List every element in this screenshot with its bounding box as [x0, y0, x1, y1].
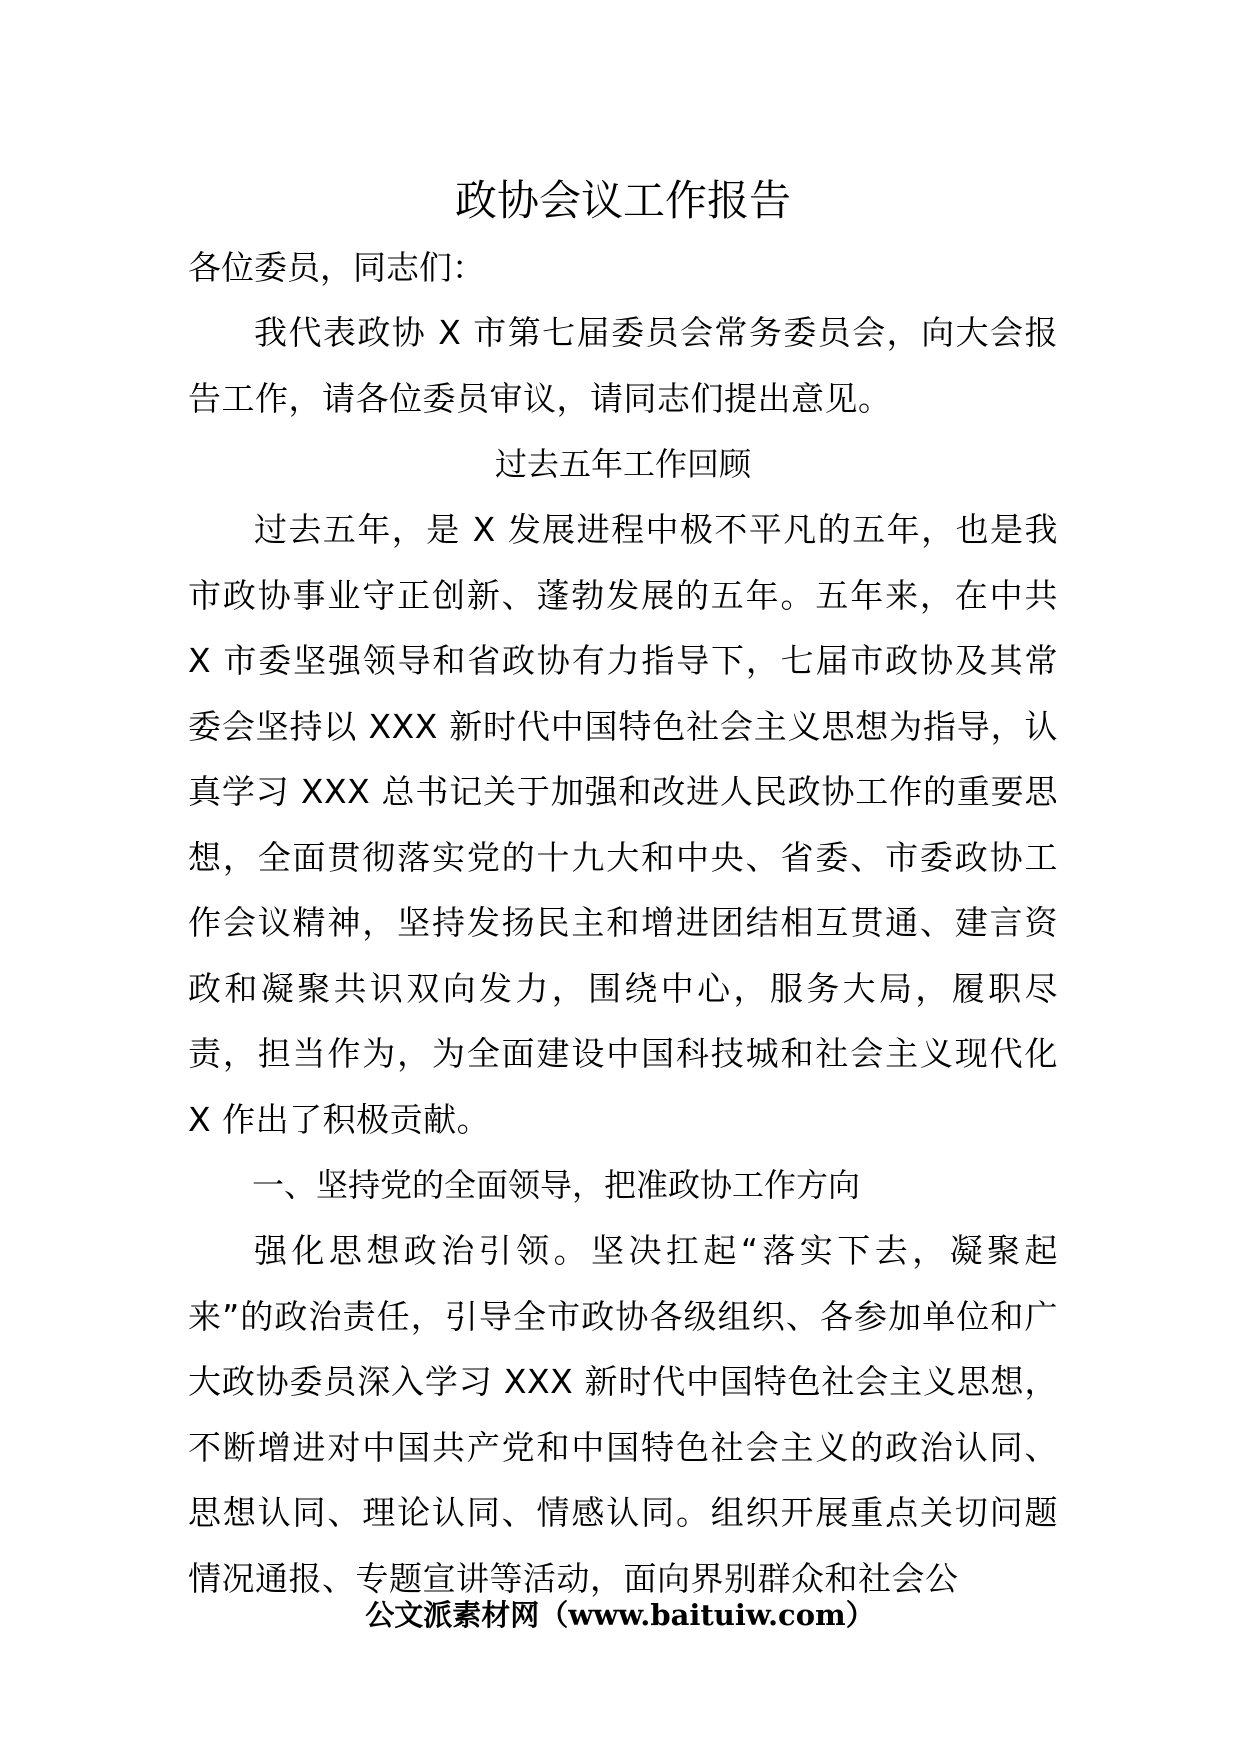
- section-subheading: 过去五年工作回顾: [494, 445, 751, 483]
- section-one-heading: 一、坚持党的全面领导，把准政协工作方向: [252, 1166, 861, 1204]
- review-paragraph: 过去五年，是 X 发展进程中极不平凡的五年，也是我市政协事业守正创新、蓬勃发展的五年。五年来，在中共 X 市委坚强领导和省政协有力指导下，七届市政协及其常委会坚持以 XXX 新时代中国特色社会主义思想为指导，认真学习 XXX 总书记关于加强和改进人民政协工作的重要思想，全面贯彻落实党的十九大和中央、省委、市委政协工作会议精神，坚持发扬民主和增进团结相互贯通、建言资政和凝聚共识双向发力，围绕中心，服务大局，履职尽责，担当作为，为全面建设中国科技城和社会主义现代化 X 作出了积极贡献。: [188, 510, 1058, 1139]
- intro-paragraph: 我代表政协 X 市第七届委员会常务委员会，向大会报告工作，请各位委员审议，请同志们提出意见。: [188, 313, 1058, 418]
- section-one-paragraph: 强化思想政治引领。坚决扛起“落实下去，凝聚起来”的政治责任，引导全市政协各级组织、各参加单位和广大政协委员深入学习 XXX 新时代中国特色社会主义思想，不断增进对中国共产党和中国特色社会主义的政治认同、思想认同、理论认同、情感认同。组织开展重点关切问题情况通报、专题宣讲等活动，面向界别群众和社会公: [188, 1231, 1058, 1598]
- document-title: 政协会议工作报告: [454, 176, 791, 225]
- salutation: 各位委员，同志们：: [188, 248, 485, 287]
- document-body: [188, 166, 1058, 1611]
- footer-watermark: 公文派素材网（www.baituiw.com）: [365, 1598, 875, 1632]
